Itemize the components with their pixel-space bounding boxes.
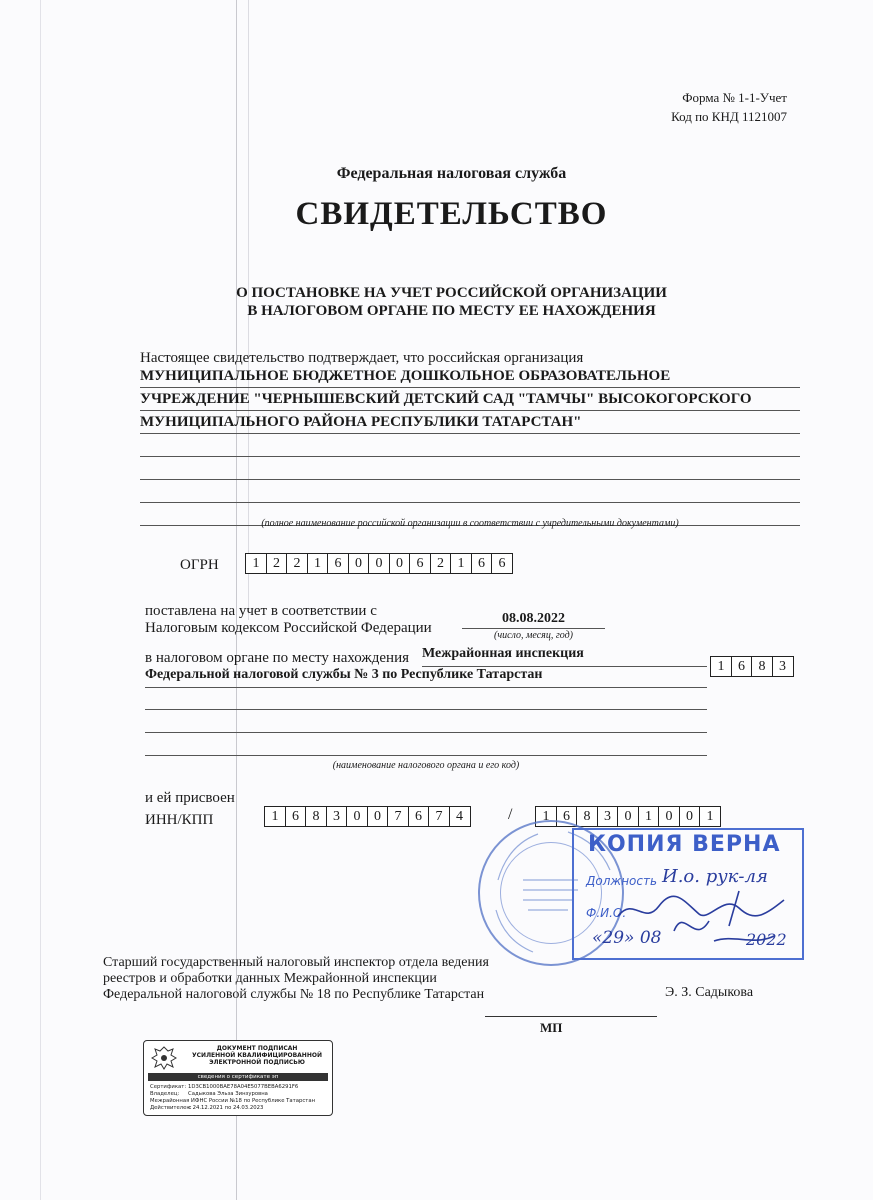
subtitle-line-1: О ПОСТАНОВКЕ НА УЧЕТ РОССИЙСКОЙ ОРГАНИЗАЦИИ	[236, 285, 667, 301]
stamp-name-label: Ф.И.О.	[586, 906, 627, 920]
page-title: СВИДЕТЕЛЬСТВО	[295, 196, 608, 232]
blank-line	[145, 712, 707, 733]
kpp-digit: 1	[535, 806, 557, 827]
org-hint: (полное наименование российской организации в соответствии с учредительными документами)	[261, 518, 679, 529]
ogrn-digit: 6	[409, 553, 431, 574]
stamp-position-hand: И.о. рук-ля	[662, 866, 768, 887]
ogrn-digit: 2	[266, 553, 288, 574]
esign-cert-value: 1D3CB1000BAE78A04E5077BEBA6291F6	[188, 1084, 299, 1090]
stamp-date-hand: «29» 08	[592, 928, 662, 948]
electronic-signature-block	[143, 1040, 333, 1116]
signatory-name: Э. З. Садыкова	[665, 985, 754, 1000]
subtitle-line-2: В НАЛОГОВОМ ОРГАНЕ ПО МЕСТУ ЕЕ НАХОЖДЕНИЯ	[247, 303, 656, 319]
subtitle	[0, 284, 873, 320]
esign-cert-row	[150, 1084, 330, 1091]
kpp-digit: 0	[679, 806, 701, 827]
emblem-icon	[149, 1045, 179, 1071]
kpp-digit: 0	[617, 806, 639, 827]
ogrn-digit: 6	[491, 553, 513, 574]
inn-digit: 7	[387, 806, 409, 827]
inn-digit: 1	[264, 806, 286, 827]
authority-label: в налоговом органе по месту нахождения	[145, 650, 410, 666]
ogrn-boxes	[245, 553, 512, 574]
authority-code-digit: 6	[731, 656, 753, 677]
esign-cert-key: Сертификат:	[150, 1084, 187, 1090]
kpp-digit: 3	[597, 806, 619, 827]
ogrn-digit: 0	[389, 553, 411, 574]
org-name-line-3: МУНИЦИПАЛЬНОГО РАЙОНА РЕСПУБЛИКИ ТАТАРСТАН"	[140, 412, 800, 434]
signature-line	[485, 1016, 657, 1017]
stamp-year-hand: 2022	[746, 930, 787, 949]
inn-kpp-separator: /	[508, 806, 513, 823]
stamp-title: КОПИЯ ВЕРНА	[588, 832, 781, 857]
blank-line	[140, 481, 800, 503]
inn-digit: 4	[449, 806, 471, 827]
signatory-title: Старший государственный налоговый инспектор отдела ведения реестров и обработки данных Межрайонной инспекции Федеральной налоговой службы № 18 по Республике Татарстан	[103, 955, 489, 1002]
inn-boxes	[264, 806, 469, 827]
inn-digit: 7	[428, 806, 450, 827]
authority-code-digit: 3	[772, 656, 794, 677]
authority-code-digit: 8	[751, 656, 773, 677]
org-name-line-2: УЧРЕЖДЕНИЕ "ЧЕРНЫШЕВСКИЙ ДЕТСКИЙ САД "ТАМЧЫ" ВЫСОКОГОРСКОГО	[140, 389, 800, 411]
kpp-digit: 1	[699, 806, 721, 827]
form-number: Форма № 1-1-Учет	[682, 90, 787, 105]
assigned-text: и ей присвоен	[145, 790, 235, 806]
inn-digit: 0	[367, 806, 389, 827]
esign-heading	[184, 1045, 330, 1066]
blank-line	[140, 458, 800, 480]
ogrn-digit: 1	[307, 553, 329, 574]
authority-code-digit: 1	[710, 656, 732, 677]
form-code	[671, 88, 787, 126]
kpp-digit: 8	[576, 806, 598, 827]
inn-digit: 6	[285, 806, 307, 827]
ogrn-digit: 6	[471, 553, 493, 574]
esign-bar: сведения о сертификате эп	[148, 1073, 328, 1081]
ogrn-label: ОГРН	[180, 557, 219, 573]
inn-digit: 8	[305, 806, 327, 827]
knd-code: Код по КНД 1121007	[671, 109, 787, 124]
copy-certified-stamp	[572, 828, 804, 960]
ogrn-digit: 0	[348, 553, 370, 574]
esign-valid-row	[150, 1105, 330, 1112]
inn-digit: 3	[326, 806, 348, 827]
inn-digit: 0	[346, 806, 368, 827]
registration-text-2: Налоговым кодексом Российской Федерации	[145, 620, 432, 636]
authority-name-1: Межрайонная инспекция	[422, 646, 707, 667]
registration-text-1: поставлена на учет в соответствии с	[145, 603, 377, 619]
esign-heading-1: ДОКУМЕНТ ПОДПИСАН	[216, 1045, 298, 1052]
authority-code-boxes	[710, 656, 792, 677]
blank-line	[145, 689, 707, 710]
date-hint: (число, месяц, год)	[494, 630, 573, 641]
esign-owner-row	[150, 1091, 330, 1098]
intro-text: Настоящее свидетельство подтверждает, что российская организация	[140, 350, 584, 366]
esign-valid-value: с 24.12.2021 по 24.03.2023	[188, 1105, 264, 1111]
ogrn-digit: 2	[286, 553, 308, 574]
inn-digit: 6	[408, 806, 430, 827]
kpp-digit: 1	[638, 806, 660, 827]
inn-kpp-label: ИНН/КПП	[145, 812, 214, 828]
ogrn-digit: 1	[450, 553, 472, 574]
authority-hint: (наименование налогового органа и его код)	[332, 760, 520, 771]
esign-heading-3: ЭЛЕКТРОННОЙ ПОДПИСЬЮ	[209, 1059, 305, 1066]
esign-owner-key: Владелец:	[150, 1091, 180, 1097]
blank-line	[145, 735, 707, 756]
authority-name-2: Федеральной налоговой службы № 3 по Республике Татарстан	[145, 667, 707, 688]
blank-line	[140, 435, 800, 457]
ogrn-digit: 1	[245, 553, 267, 574]
kpp-digit: 6	[556, 806, 578, 827]
org-name-line-1: МУНИЦИПАЛЬНОЕ БЮДЖЕТНОЕ ДОШКОЛЬНОЕ ОБРАЗОВАТЕЛЬНОЕ	[140, 366, 800, 388]
ogrn-digit: 0	[368, 553, 390, 574]
esign-owner-value: Садыкова Эльза Зинзуровна	[188, 1091, 268, 1097]
service-name: Федеральная налоговая служба	[336, 165, 567, 182]
esign-org-row: Межрайонная ИФНС России №18 по Республике Татарстан	[150, 1098, 316, 1104]
ogrn-digit: 2	[430, 553, 452, 574]
signature-scribble	[614, 886, 804, 956]
ogrn-digit: 6	[327, 553, 349, 574]
stamp-position-label: Должность	[586, 874, 658, 888]
registration-date: 08.08.2022	[462, 611, 605, 629]
seal-place: МП	[540, 1020, 563, 1035]
kpp-digit: 0	[658, 806, 680, 827]
esign-heading-2: УСИЛЕННОЙ КВАЛИФИЦИРОВАННОЙ	[192, 1052, 322, 1059]
esign-valid-key: Действителен:	[150, 1105, 192, 1111]
